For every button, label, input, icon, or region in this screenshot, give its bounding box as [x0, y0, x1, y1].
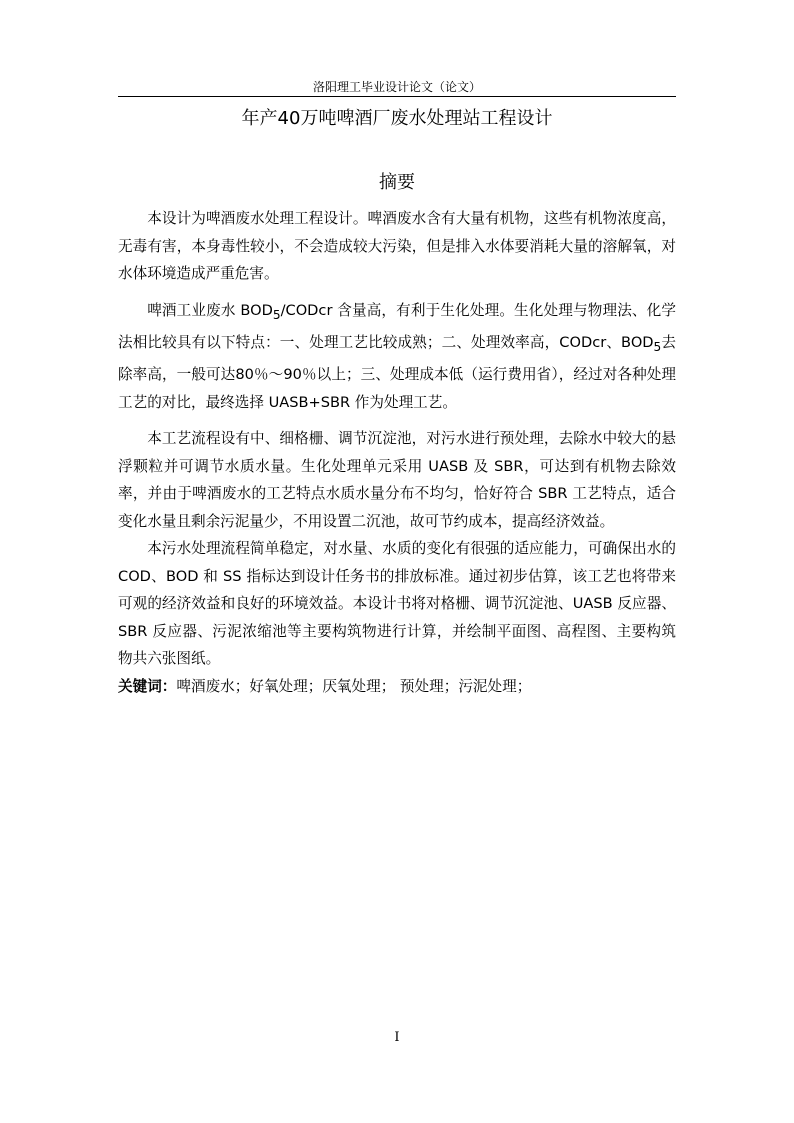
abstract-paragraph-1: 本设计为啤酒废水处理工程设计。啤酒废水含有大量有机物，这些有机物浓度高，无毒有害，本身毒性较小，不会造成较大污染，但是排入水体要消耗大量的溶解氧，对水体环境造成严重危害。 — [118, 210, 676, 282]
paragraph-2-subscript-2: 5 — [653, 339, 662, 354]
page-number: I — [394, 1030, 400, 1045]
running-header: 洛阳理工毕业设计论文（论文） — [312, 80, 481, 94]
paragraph-2-part-c: 去除率高，一般可达80％～90％以上；三、处理成本低（运行费用省），经过对各种处理工艺的对比，最终选择 UASB+SBR 作为处理工艺。 — [118, 333, 676, 411]
abstract-heading: 摘要 — [379, 172, 415, 193]
keywords-line — [118, 673, 676, 701]
paragraph-2-part-b: /CODcr 含量高，有利于生化处理。生化处理与物理法、化学法相比较具有以下特点：一、处理工艺比较成熟；二、处理效率高，CODcr、BOD — [118, 301, 676, 351]
keywords-value: 啤酒废水；好氧处理；厌氧处理； 预处理；污泥处理； — [176, 677, 532, 695]
header-rule — [118, 96, 676, 97]
abstract-body — [118, 205, 676, 700]
abstract-paragraph-4: 本污水处理流程简单稳定，对水量、水质的变化有很强的适应能力，可确保出水的 COD、BOD 和 SS 指标达到设计任务书的排放标准。通过初步估算，该工艺也将带来可观的经济效益和良好的环境效益。本设计书将对格栅、调节沉淀池、UASB 反应器、SBR 反应器、污泥浓缩池等主要构筑物进行计算，并绘制平面图、高程图、主要构筑物共六张图纸。 — [118, 540, 676, 668]
paragraph-2-part-a: 啤酒工业废水 BOD — [147, 301, 273, 319]
paragraph-2-subscript-1: 5 — [272, 307, 281, 322]
document-title: 年产40万吨啤酒厂废水处理站工程设计 — [241, 108, 553, 129]
keywords-label: 关键词： — [118, 677, 177, 695]
abstract-paragraph-2 — [118, 297, 676, 417]
abstract-paragraph-3: 本工艺流程设有中、细格栅、调节沉淀池，对污水进行预处理，去除水中较大的悬浮颗粒并可调节水质水量。生化处理单元采用 UASB 及 SBR，可达到有机物去除效率，并由于啤酒废水的工艺特点水质水量分布不均匀，恰好符合 SBR 工艺特点，适合变化水量且剩余污泥量少，不用设置二沉池，故可节约成本，提高经济效益。 — [118, 430, 676, 530]
